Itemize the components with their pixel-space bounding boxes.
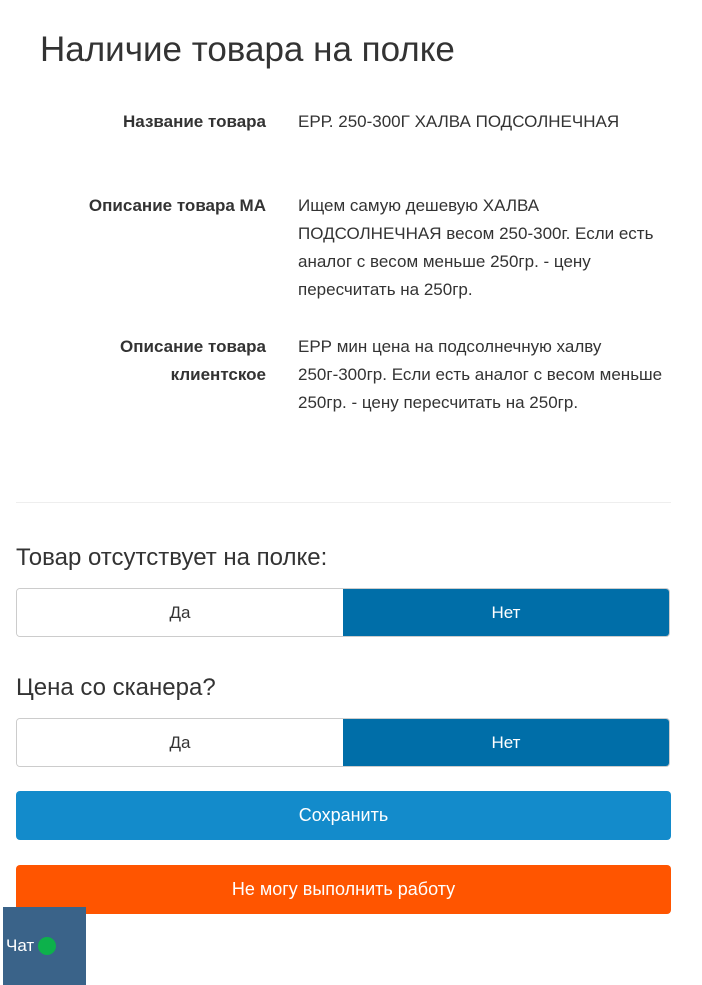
online-status-icon	[38, 937, 56, 955]
scanner-no-button[interactable]: Нет	[343, 719, 669, 766]
detail-value: Ищем самую дешевую ХАЛВА ПОДСОЛНЕЧНАЯ весом 250-300г. Если есть аналог с весом меньше 250гр. - цену пересчитать на 250гр.	[298, 196, 654, 299]
save-button[interactable]: Сохранить	[16, 791, 671, 840]
toggle-scanner-price	[16, 718, 670, 767]
question-label-absent: Товар отсутствует на полке:	[16, 544, 328, 571]
detail-value: ЕРР мин цена на подсолнечную халву 250г-300гр. Если есть аналог с весом меньше 250гр. - цену пересчитать на 250гр.	[298, 337, 663, 412]
page-title: Наличие товара на полке	[40, 30, 455, 69]
absent-no-button[interactable]: Нет	[343, 589, 669, 636]
toggle-absent	[16, 588, 670, 637]
detail-label: Описание товара МА	[88, 196, 266, 215]
detail-row-ma-description	[0, 192, 702, 299]
divider	[16, 502, 671, 503]
detail-label: Название товара	[123, 112, 266, 131]
detail-row-name	[0, 108, 702, 136]
detail-label: Описание товара клиентское	[120, 337, 266, 384]
chat-label: Чат	[6, 936, 35, 955]
cannot-do-work-button[interactable]: Не могу выполнить работу	[16, 865, 671, 914]
detail-row-client-description	[0, 333, 702, 412]
absent-yes-button[interactable]: Да	[17, 589, 343, 636]
chat-button[interactable]	[3, 907, 86, 985]
detail-value: ЕРР. 250-300Г ХАЛВА ПОДСОЛНЕЧНАЯ	[298, 112, 620, 131]
scanner-yes-button[interactable]: Да	[17, 719, 343, 766]
question-label-scanner-price: Цена со сканера?	[16, 674, 216, 701]
